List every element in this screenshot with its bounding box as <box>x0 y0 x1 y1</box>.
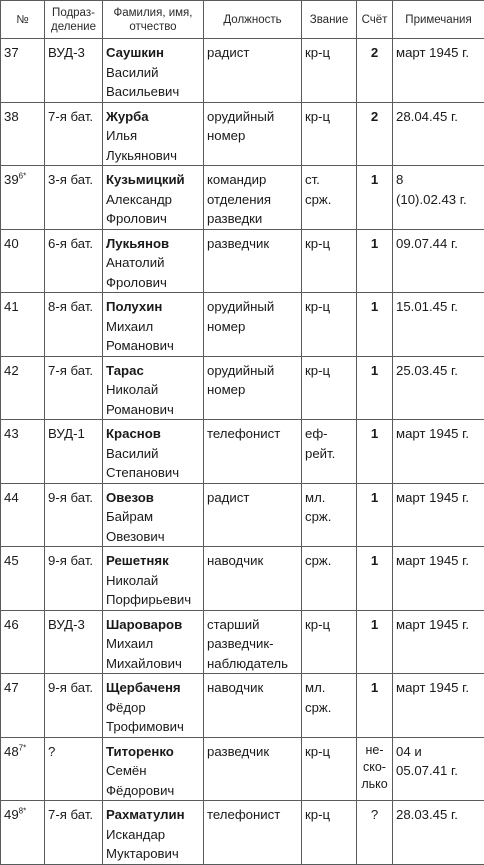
surname: Щербаченя <box>106 678 200 698</box>
cell-note: 28.04.45 г. <box>393 102 484 166</box>
given-name: Семён Фёдорович <box>106 761 200 800</box>
table-row <box>1 39 484 103</box>
cell-score: ? <box>357 801 393 865</box>
given-name: Анатолий Фролович <box>106 253 200 292</box>
table-row <box>1 737 484 801</box>
cell-note: март 1945 г. <box>393 547 484 611</box>
cell-rank: мл. срж. <box>302 483 357 547</box>
table-row <box>1 356 484 420</box>
row-number: 40 <box>4 236 19 251</box>
given-name: Байрам Овезович <box>106 507 200 546</box>
cell-score: 1 <box>357 610 393 674</box>
cell-note: 15.01.45 г. <box>393 293 484 357</box>
cell-score: 1 <box>357 166 393 230</box>
header-rank: Звание <box>302 1 357 39</box>
row-number: 45 <box>4 553 19 568</box>
given-name: Илья Лукьянович <box>106 126 200 165</box>
header-num: № <box>1 1 45 39</box>
row-number: 38 <box>4 109 19 124</box>
header-note: Примечания <box>393 1 484 39</box>
cell-rank: еф- рейт. <box>302 420 357 484</box>
cell-score: 1 <box>357 293 393 357</box>
cell-position: разведчик <box>204 737 302 801</box>
table-row <box>1 166 484 230</box>
cell-num <box>1 293 45 357</box>
cell-unit: 7-я бат. <box>45 801 103 865</box>
cell-rank: кр-ц <box>302 229 357 293</box>
given-name: Василий Васильевич <box>106 63 200 102</box>
footnote-mark: 6* <box>19 172 27 181</box>
surname: Лукьянов <box>106 234 200 254</box>
cell-rank: кр-ц <box>302 737 357 801</box>
cell-unit: 3-я бат. <box>45 166 103 230</box>
cell-num <box>1 610 45 674</box>
cell-score: 2 <box>357 102 393 166</box>
cell-rank: ст. срж. <box>302 166 357 230</box>
cell-position: наводчик <box>204 674 302 738</box>
cell-name <box>103 547 204 611</box>
surname: Шароваров <box>106 615 200 635</box>
surname: Кузьмицкий <box>106 170 200 190</box>
cell-position: телефонист <box>204 801 302 865</box>
row-number: 37 <box>4 45 19 60</box>
row-number: 47 <box>4 680 19 695</box>
cell-num <box>1 356 45 420</box>
surname: Саушкин <box>106 43 200 63</box>
cell-name <box>103 420 204 484</box>
cell-unit: 7-я бат. <box>45 356 103 420</box>
cell-num <box>1 801 45 865</box>
cell-note: 8 (10).02.43 г. <box>393 166 484 230</box>
cell-name <box>103 229 204 293</box>
cell-unit: ВУД-3 <box>45 610 103 674</box>
cell-rank: мл. срж. <box>302 674 357 738</box>
header-row <box>1 1 484 39</box>
surname: Журба <box>106 107 200 127</box>
cell-num <box>1 547 45 611</box>
cell-unit: 8-я бат. <box>45 293 103 357</box>
cell-unit: ? <box>45 737 103 801</box>
cell-score: 2 <box>357 39 393 103</box>
cell-rank: кр-ц <box>302 293 357 357</box>
table-row <box>1 102 484 166</box>
cell-name <box>103 610 204 674</box>
table-row <box>1 610 484 674</box>
header-name: Фамилия, имя, отчество <box>103 1 204 39</box>
cell-note: март 1945 г. <box>393 420 484 484</box>
given-name: Искандар Муктарович <box>106 825 200 864</box>
cell-rank: кр-ц <box>302 39 357 103</box>
cell-note: март 1945 г. <box>393 39 484 103</box>
table-row <box>1 674 484 738</box>
cell-unit: 6-я бат. <box>45 229 103 293</box>
table-row <box>1 420 484 484</box>
table-row <box>1 547 484 611</box>
cell-rank: кр-ц <box>302 102 357 166</box>
header-unit: Подраз- деление <box>45 1 103 39</box>
cell-name <box>103 39 204 103</box>
surname: Рахматулин <box>106 805 200 825</box>
given-name: Василий Степанович <box>106 444 200 483</box>
cell-score: 1 <box>357 356 393 420</box>
cell-name <box>103 483 204 547</box>
cell-position: орудийный номер <box>204 293 302 357</box>
surname: Полухин <box>106 297 200 317</box>
given-name: Михаил Романович <box>106 317 200 356</box>
cell-unit: 9-я бат. <box>45 674 103 738</box>
cell-name <box>103 293 204 357</box>
cell-num <box>1 166 45 230</box>
cell-num <box>1 737 45 801</box>
cell-rank: кр-ц <box>302 801 357 865</box>
cell-position: наводчик <box>204 547 302 611</box>
footnote-mark: 7* <box>19 743 27 752</box>
cell-score: не- ско- лько <box>357 737 393 801</box>
table-row <box>1 293 484 357</box>
cell-name <box>103 674 204 738</box>
cell-name <box>103 166 204 230</box>
cell-position: радист <box>204 39 302 103</box>
cell-score: 1 <box>357 229 393 293</box>
cell-rank: срж. <box>302 547 357 611</box>
table-row <box>1 483 484 547</box>
cell-note: март 1945 г. <box>393 674 484 738</box>
cell-num <box>1 420 45 484</box>
cell-name <box>103 356 204 420</box>
row-number: 39 <box>4 172 19 187</box>
cell-name <box>103 737 204 801</box>
cell-num <box>1 483 45 547</box>
cell-name <box>103 801 204 865</box>
footnote-mark: 8* <box>19 807 27 816</box>
cell-score: 1 <box>357 674 393 738</box>
surname: Овезов <box>106 488 200 508</box>
cell-position: телефонист <box>204 420 302 484</box>
cell-position: орудийный номер <box>204 356 302 420</box>
cell-unit: 9-я бат. <box>45 483 103 547</box>
header-score: Счёт <box>357 1 393 39</box>
row-number: 46 <box>4 617 19 632</box>
row-number: 41 <box>4 299 19 314</box>
cell-num <box>1 229 45 293</box>
cell-position: командир отделения разведки <box>204 166 302 230</box>
cell-unit: 7-я бат. <box>45 102 103 166</box>
cell-note: март 1945 г. <box>393 610 484 674</box>
table-row <box>1 229 484 293</box>
cell-position: орудийный номер <box>204 102 302 166</box>
cell-num <box>1 674 45 738</box>
cell-num <box>1 39 45 103</box>
row-number: 49 <box>4 807 19 822</box>
row-number: 42 <box>4 363 19 378</box>
row-number: 44 <box>4 490 19 505</box>
cell-unit: 9-я бат. <box>45 547 103 611</box>
cell-note: 09.07.44 г. <box>393 229 484 293</box>
given-name: Михаил Михайлович <box>106 634 200 673</box>
cell-rank: кр-ц <box>302 356 357 420</box>
cell-score: 1 <box>357 547 393 611</box>
cell-note: 28.03.45 г. <box>393 801 484 865</box>
cell-note: 25.03.45 г. <box>393 356 484 420</box>
surname: Титоренко <box>106 742 200 762</box>
cell-unit: ВУД-3 <box>45 39 103 103</box>
cell-note: 04 и 05.07.41 г. <box>393 737 484 801</box>
cell-rank: кр-ц <box>302 610 357 674</box>
given-name: Александр Фролович <box>106 190 200 229</box>
row-number: 48 <box>4 744 19 759</box>
cell-num <box>1 102 45 166</box>
cell-name <box>103 102 204 166</box>
table-row <box>1 801 484 865</box>
cell-unit: ВУД-1 <box>45 420 103 484</box>
cell-position: радист <box>204 483 302 547</box>
cell-score: 1 <box>357 483 393 547</box>
surname: Краснов <box>106 424 200 444</box>
given-name: Николай Порфирьевич <box>106 571 200 610</box>
row-number: 43 <box>4 426 19 441</box>
given-name: Фёдор Трофимович <box>106 698 200 737</box>
given-name: Николай Романович <box>106 380 200 419</box>
cell-score: 1 <box>357 420 393 484</box>
surname: Решетняк <box>106 551 200 571</box>
cell-note: март 1945 г. <box>393 483 484 547</box>
header-position: Должность <box>204 1 302 39</box>
cell-position: старший разведчик- наблюдатель <box>204 610 302 674</box>
surname: Тарас <box>106 361 200 381</box>
cell-position: разведчик <box>204 229 302 293</box>
